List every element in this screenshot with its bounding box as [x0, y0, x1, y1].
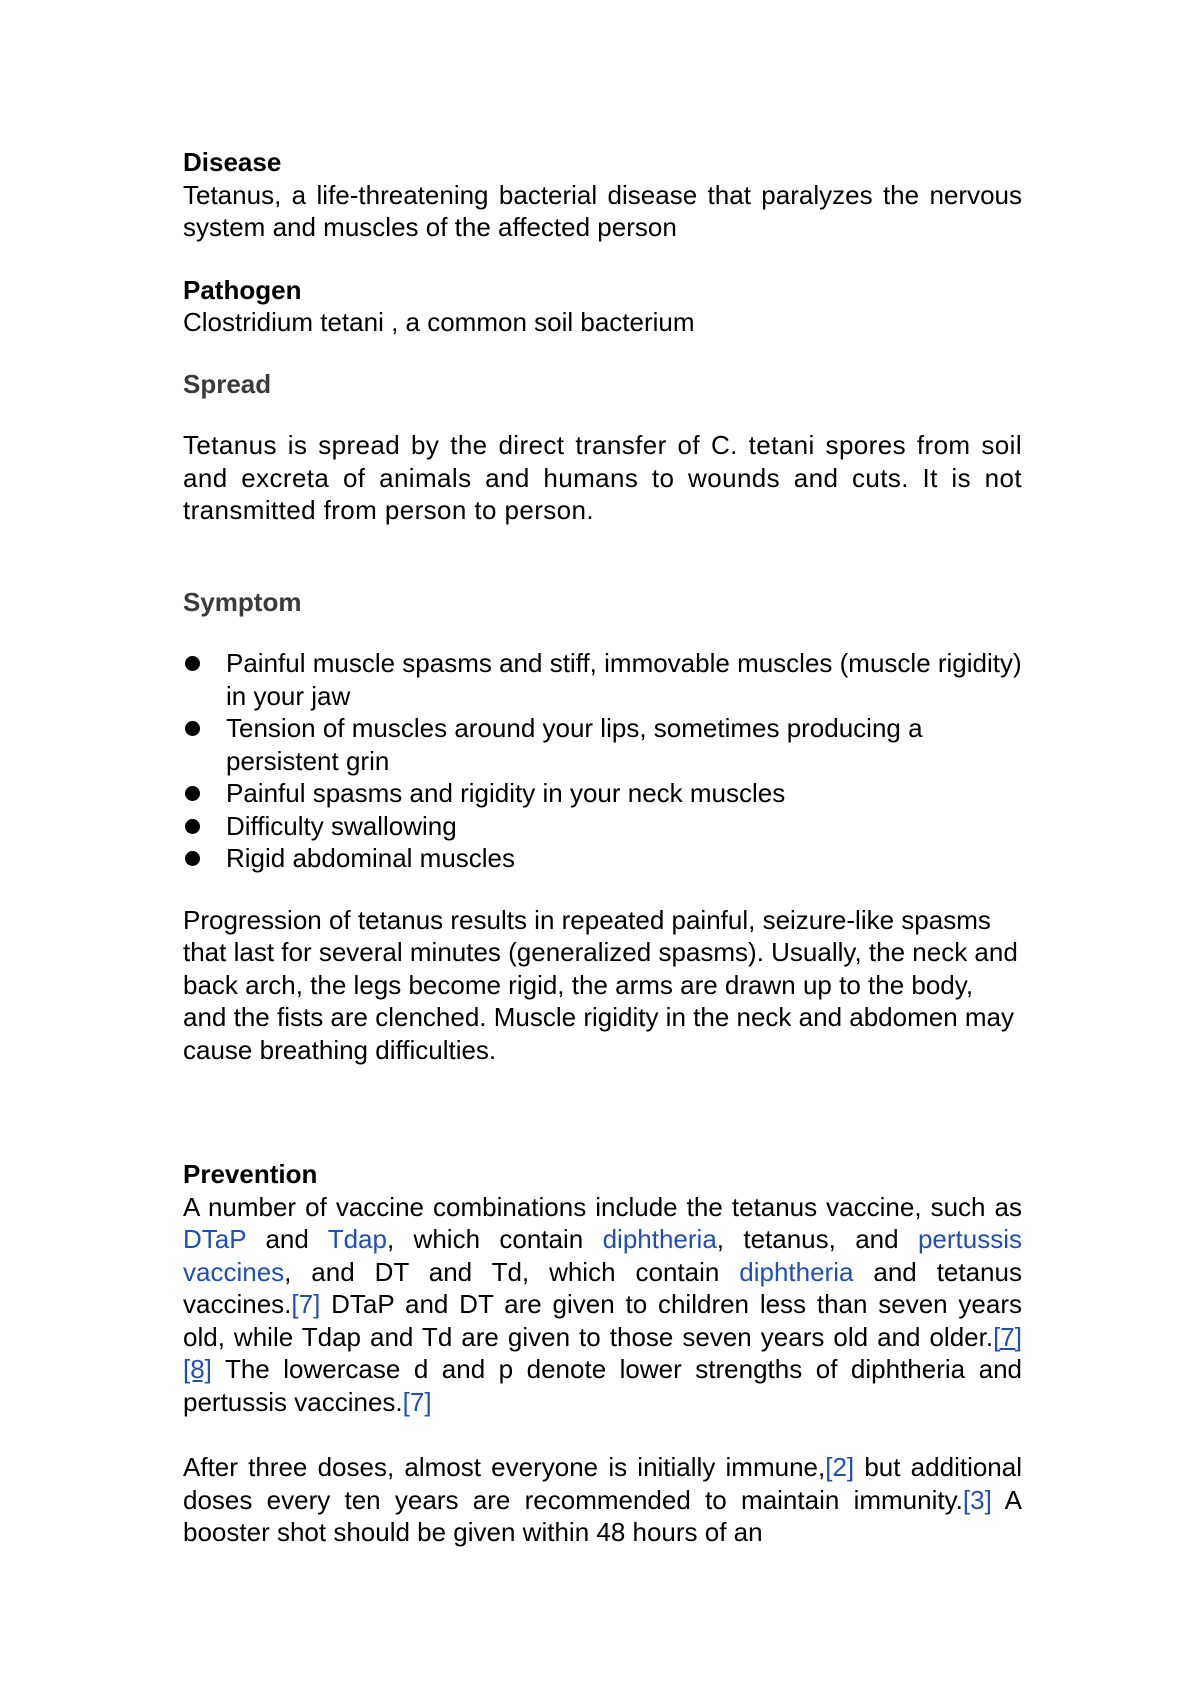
list-item: Painful muscle spasms and stiff, immovable muscles (muscle rigidity) in your jaw — [183, 647, 1022, 712]
spread-heading: Spread — [183, 368, 272, 399]
citation-link[interactable]: [7] — [402, 1386, 432, 1417]
prevention-text: DTaP and DT are given to children less than seven years old, while Tdap and Td are given to those seven years old and older. — [183, 1289, 1022, 1352]
citation-link[interactable]: [8] — [183, 1354, 212, 1384]
citation-link[interactable]: [7] — [291, 1289, 321, 1319]
link-diphtheria[interactable]: diphtheria — [602, 1224, 717, 1254]
prevention-text: The lowercase d and p denote lower strengths of diphtheria and pertussis vaccines. — [183, 1354, 1022, 1417]
booster-paragraph — [183, 1451, 1022, 1549]
citation-link[interactable]: [2] — [825, 1452, 855, 1482]
booster-text: but additional doses every ten years are recommended to maintain immunity. — [183, 1452, 1022, 1515]
spread-text: Tetanus is spread by the direct transfer of C. tetani spores from soil and excreta of animals and humans to wounds and cuts. It is not transmitted from person to person. — [183, 430, 1022, 525]
link-pertussis-vaccines[interactable]: pertussis vaccines — [183, 1224, 1022, 1287]
prevention-text: and — [246, 1224, 328, 1254]
link-diphtheria[interactable]: diphtheria — [739, 1256, 854, 1287]
booster-text: A booster shot should be given within 48 hours of an — [183, 1484, 1022, 1547]
link-dtap[interactable]: DTaP — [183, 1224, 247, 1254]
list-item: Painful spasms and rigidity in your neck muscles — [183, 777, 1022, 810]
pathogen-heading: Pathogen — [183, 274, 302, 305]
citation-link[interactable]: [3] — [962, 1484, 992, 1515]
symptom-heading: Symptom — [183, 586, 302, 617]
pathogen-text: Clostridium tetani , a common soil bacterium — [183, 307, 695, 337]
prevention-text: A number of vaccine combinations include the tetanus vaccine, such as — [183, 1191, 1022, 1222]
list-item: Tension of muscles around your lips, sometimes producing a persistent grin — [183, 712, 1022, 777]
prevention-paragraph — [183, 1191, 1022, 1419]
list-item: Rigid abdominal muscles — [183, 842, 1022, 875]
prevention-text: and tetanus vaccines. — [183, 1256, 1022, 1319]
disease-heading: Disease — [183, 147, 282, 177]
symptom-list — [183, 647, 1022, 875]
progression-text: Progression of tetanus results in repeated painful, seizure-like spasms that last for several minutes (generalized spasms). Usually, the neck and back arch, the legs become rigid, the arms are drawn up to the body, and the fists are clenched. Muscle rigidity in the neck and abdomen may cause breathing difficulties. — [183, 904, 1018, 1065]
list-item: Difficulty swallowing — [183, 810, 1022, 843]
prevention-text: , tetanus, and — [716, 1224, 918, 1254]
disease-text: Tetanus, a life-threatening bacterial disease that paralyzes the nervous system and muscles of the affected person — [183, 179, 1022, 242]
booster-text: After three doses, almost everyone is initially immune, — [183, 1452, 826, 1482]
prevention-text: , which contain — [386, 1224, 603, 1254]
prevention-heading: Prevention — [183, 1159, 318, 1189]
link-tdap[interactable]: Tdap — [327, 1224, 387, 1254]
prevention-text: , and DT and Td, which contain — [284, 1256, 740, 1287]
citation-link[interactable]: [7] — [993, 1321, 1022, 1352]
document-page — [183, 146, 1022, 1549]
